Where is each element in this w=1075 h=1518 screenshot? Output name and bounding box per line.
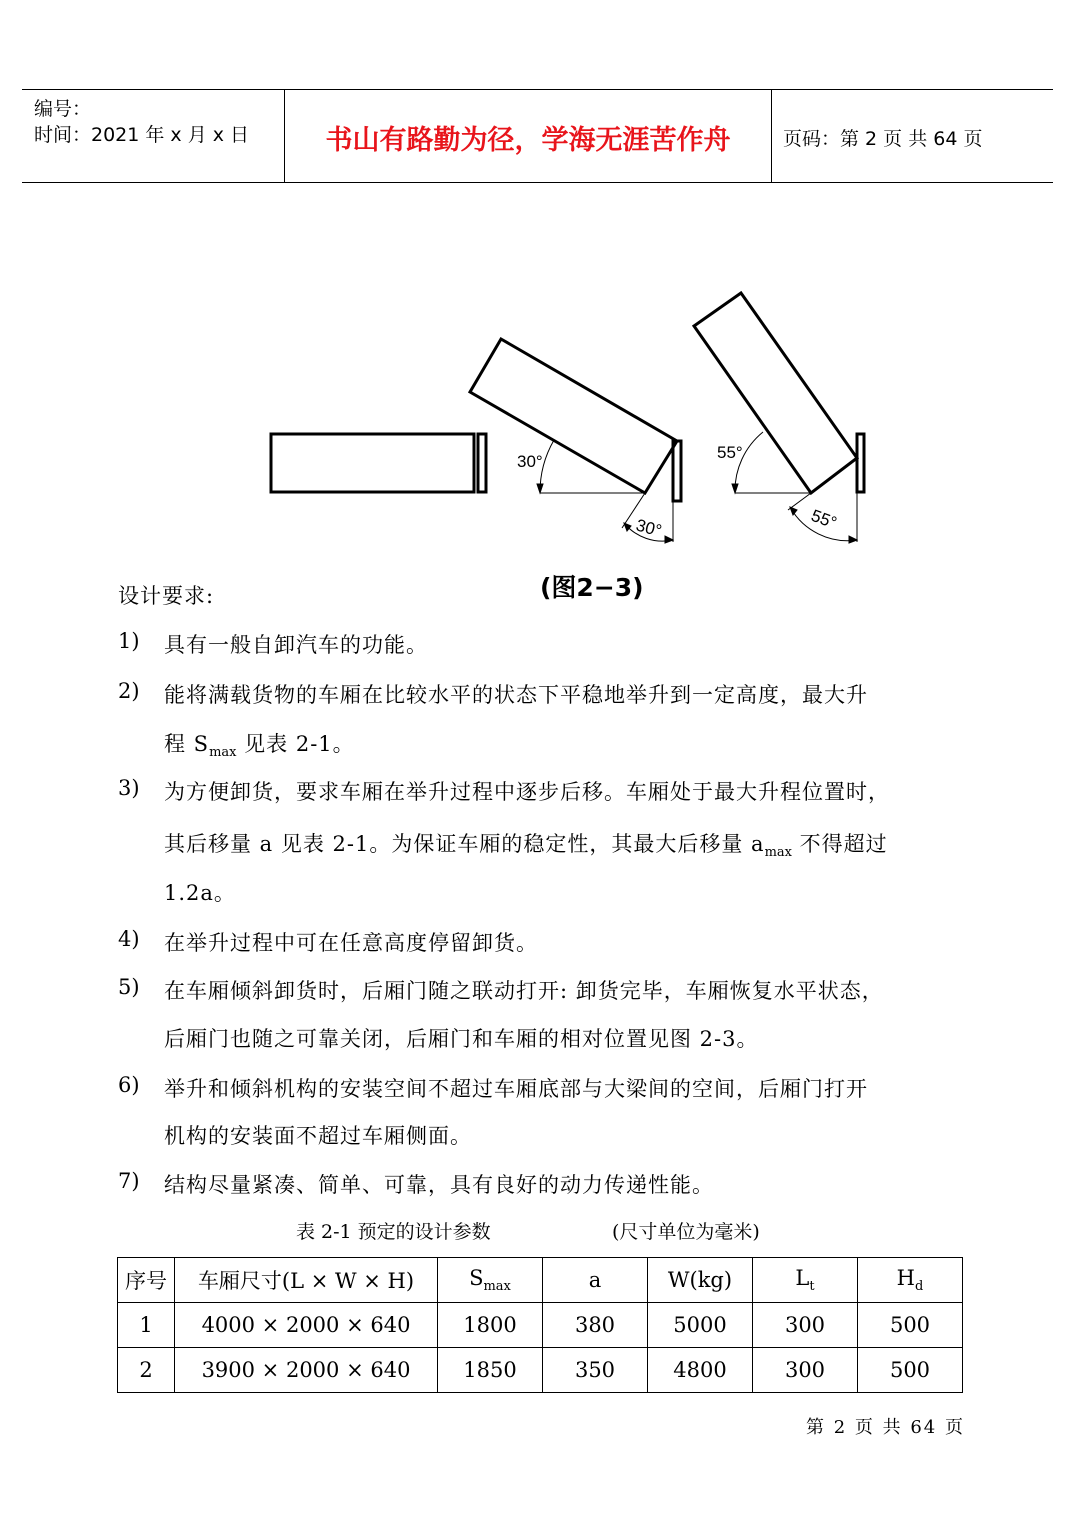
req-5-num: 5) [118,975,140,999]
table-header-row [118,1258,963,1303]
dump-truck-box-diagram [262,285,882,555]
req-2-num: 2) [118,679,140,703]
table-caption: 表 2-1 预定的设计参数 [296,1221,491,1243]
table-cell: 1 [118,1303,175,1348]
table-cell: 1850 [438,1348,543,1393]
table-row [118,1348,963,1393]
req-3-text: 为方便卸货，要求车厢在举升过程中逐步后移。车厢处于最大升程位置时， [164,780,890,804]
req-3-num: 3) [118,776,140,800]
header-code-label: 编号： [34,98,92,120]
tilted-box-55-door [857,434,864,492]
table-cell: 5000 [648,1303,753,1348]
table-unit-note: (尺寸单位为毫米) [612,1221,760,1243]
req-5-text-line2: 后厢门也随之可靠关闭，后厢门和车厢的相对位置见图 2-3。 [164,1027,759,1051]
table-cell: 350 [543,1348,648,1393]
header-size: 车厢尺寸(L × W × H) [175,1258,438,1303]
req-5-text: 在车厢倾斜卸货时，后厢门随之联动打开: 卸货完毕，车厢恢复水平状态， [164,979,884,1003]
header-hd: $H_d$ [858,1258,963,1303]
table-cell: 500 [858,1303,963,1348]
header-no: 序号 [118,1258,175,1303]
angle-label-55-outer: 55° [808,505,840,533]
header-page-label: 页码：第 2 页 共 64 页 [783,128,983,150]
req-7-text: 结构尽量紧凑、简单、可靠，具有良好的动力传递性能。 [164,1173,714,1197]
horizontal-box-door [478,434,486,492]
header-a: a [543,1258,648,1303]
header-motto: 书山有路勤为径，学海无涯苦作舟 [325,125,731,156]
table-cell: 300 [753,1348,858,1393]
req-6-text: 举升和倾斜机构的安装空间不超过车厢底部与大梁间的空间，后厢门打开 [164,1077,868,1101]
table-row [118,1303,963,1348]
req-1-num: 1) [118,629,140,653]
table-cell: 3900 × 2000 × 640 [175,1348,438,1393]
req-7-num: 7) [118,1169,140,1193]
design-parameters-table [117,1257,963,1393]
table-cell: 380 [543,1303,648,1348]
table-cell: 4000 × 2000 × 640 [175,1303,438,1348]
tilted-box-30-door [673,441,681,501]
table-cell: 500 [858,1348,963,1393]
header-w: W(kg) [648,1258,753,1303]
page-footer: 第 2 页 共 64 页 [806,1417,965,1438]
angle-label-30-outer: 30° [633,515,664,541]
req-3-text-line3: 1.2a。 [164,881,236,905]
req-6-text-line2: 机构的安装面不超过车厢侧面。 [164,1124,472,1148]
req-1-text: 具有一般自卸汽车的功能。 [164,633,428,657]
table-cell: 1800 [438,1303,543,1348]
req-4-text: 在举升过程中可在任意高度停留卸货。 [164,931,538,955]
req-6-num: 6) [118,1073,140,1097]
requirements-title: 设计要求: [118,584,215,608]
req-3-text-line2: 其后移量 a 见表 2-1。为保证车厢的稳定性，其最大后移量 $a_{max}$ 不得超过 [164,832,888,861]
header-lt: $L_t$ [753,1258,858,1303]
req-4-num: 4) [118,927,140,951]
req-2-text-line2: 程 $S_{max}$ 见表 2-1。 [164,732,355,761]
angle-label-55-inner: 55° [717,443,743,462]
tilted-box-30 [470,339,677,493]
horizontal-box [271,434,474,492]
header-top-rule [22,89,1053,90]
table-cell: 4800 [648,1348,753,1393]
header-smax: $S_{max}$ [438,1258,543,1303]
angle-label-30-inner: 30° [517,452,543,471]
header-bottom-rule [22,182,1053,183]
header-time-label: 时间：2021 年 x 月 x 日 [34,124,250,146]
table-cell: 300 [753,1303,858,1348]
header-divider-left [284,89,285,182]
header-divider-right [771,89,772,182]
tilted-box-55 [694,293,857,493]
figure-caption: (图2−3) [540,573,644,602]
req-2-text: 能将满载货物的车厢在比较水平的状态下平稳地举升到一定高度，最大升 [164,683,868,707]
table-cell: 2 [118,1348,175,1393]
